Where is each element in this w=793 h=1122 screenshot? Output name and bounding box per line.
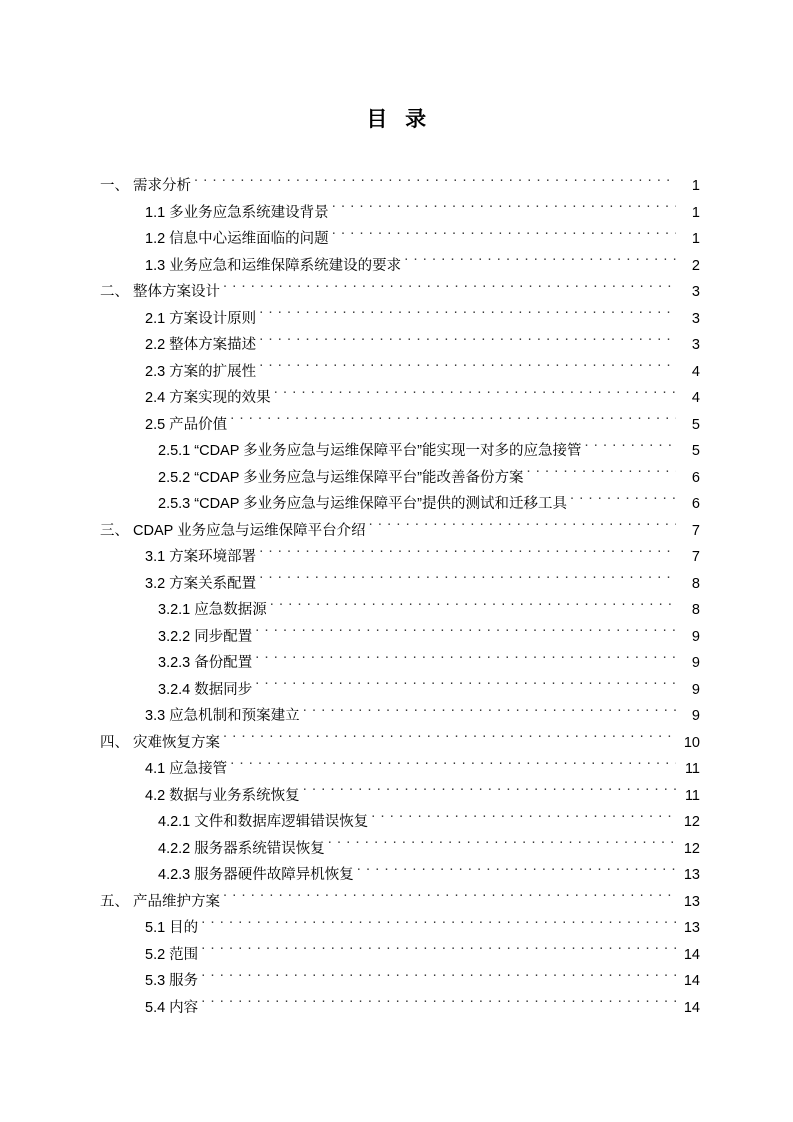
dot-leader xyxy=(369,520,676,535)
page-title: 目 录 xyxy=(366,108,427,131)
dot-leader xyxy=(255,679,676,694)
dot-leader xyxy=(255,653,676,668)
toc-entry-label: 4.2.2 服务器系统错误恢复 xyxy=(158,840,325,857)
toc-entry-page-number: 5 xyxy=(691,443,700,459)
toc-entry-page-number: 13 xyxy=(683,867,700,883)
toc-entry[interactable] xyxy=(0,597,793,624)
toc-entry-label: 5.4 内容 xyxy=(145,999,199,1016)
dot-leader xyxy=(259,361,676,376)
toc-entry[interactable] xyxy=(0,836,793,863)
toc-entry[interactable] xyxy=(0,809,793,836)
toc-entry-label: 5.2 范围 xyxy=(145,946,199,963)
toc-entry[interactable] xyxy=(0,703,793,730)
toc-entry-label: 三、 CDAP 业务应急与运维保障平台介绍 xyxy=(100,522,366,539)
dot-leader xyxy=(201,971,676,986)
dot-leader xyxy=(201,997,676,1012)
toc-entry[interactable] xyxy=(0,650,793,677)
toc-entry-page-number: 9 xyxy=(691,708,700,724)
dot-leader xyxy=(332,229,676,244)
toc-entry[interactable] xyxy=(0,677,793,704)
toc-entry[interactable] xyxy=(0,995,793,1022)
toc-entry-label: 1.2 信息中心运维面临的问题 xyxy=(145,231,329,247)
toc-entry[interactable] xyxy=(0,332,793,359)
toc-entry[interactable] xyxy=(0,942,793,969)
dot-leader xyxy=(201,918,676,933)
toc-entry-label: 2.2 整体方案描述 xyxy=(145,337,257,353)
dot-leader xyxy=(303,706,676,721)
dot-leader xyxy=(404,255,676,270)
toc-entry[interactable] xyxy=(0,253,793,280)
toc-entry-label: 2.5.2 “CDAP 多业务应急与运维保障平台”能改善备份方案 xyxy=(158,469,524,486)
toc-entry-page-number: 7 xyxy=(691,549,700,565)
toc-entry-label: 二、 整体方案设计 xyxy=(100,284,221,300)
toc-entry[interactable] xyxy=(0,438,793,465)
toc-entry[interactable] xyxy=(0,783,793,810)
dot-leader xyxy=(259,547,676,562)
toc-entry[interactable] xyxy=(0,359,793,386)
toc-entry-page-number: 3 xyxy=(691,337,700,353)
toc-entry-label: 一、 需求分析 xyxy=(100,178,192,194)
dot-leader xyxy=(223,282,676,297)
toc-entry[interactable] xyxy=(0,968,793,995)
toc-entry[interactable] xyxy=(0,889,793,916)
toc-entry-page-number: 10 xyxy=(683,734,700,751)
toc-entry-label: 2.5.1 “CDAP 多业务应急与运维保障平台”能实现一对多的应急接管 xyxy=(158,443,582,459)
toc-entry-label: 3.2.2 同步配置 xyxy=(158,628,253,645)
dot-leader xyxy=(371,812,676,827)
toc-entry[interactable] xyxy=(0,491,793,518)
toc-entry-page-number: 4 xyxy=(691,363,700,380)
toc-entry[interactable] xyxy=(0,571,793,598)
toc-entry-label: 3.2.3 备份配置 xyxy=(158,655,253,671)
toc-entry-label: 2.4 方案实现的效果 xyxy=(145,390,271,406)
toc-entry-page-number: 12 xyxy=(683,840,700,857)
toc-entry-label: 3.2.4 数据同步 xyxy=(158,681,253,698)
toc-entry-label: 2.5.3 “CDAP 多业务应急与运维保障平台”提供的测试和迁移工具 xyxy=(158,496,567,512)
toc-entry-page-number: 13 xyxy=(683,920,700,936)
toc-entry-page-number: 4 xyxy=(691,390,700,406)
toc-entry[interactable] xyxy=(0,279,793,306)
dot-leader xyxy=(259,573,676,588)
toc-entry-label: 4.2 数据与业务系统恢复 xyxy=(145,787,300,804)
toc-entry[interactable] xyxy=(0,465,793,492)
toc-entry-label: 2.1 方案设计原则 xyxy=(145,310,257,327)
toc-entry-label: 1.3 业务应急和运维保障系统建设的要求 xyxy=(145,257,402,274)
toc-entry[interactable] xyxy=(0,624,793,651)
toc-entry[interactable] xyxy=(0,200,793,227)
toc-entry-page-number: 9 xyxy=(691,681,700,698)
dot-leader xyxy=(332,202,676,217)
dot-leader xyxy=(527,467,677,482)
toc-entry-label: 2.5 产品价值 xyxy=(145,416,228,433)
toc-entry-page-number: 1 xyxy=(691,204,700,221)
toc-entry[interactable] xyxy=(0,226,793,253)
toc-entry-label: 5.1 目的 xyxy=(145,920,199,936)
dot-leader xyxy=(230,414,676,429)
toc-entry-page-number: 9 xyxy=(691,628,700,645)
dot-leader xyxy=(230,759,676,774)
toc-entry-label: 五、 产品维护方案 xyxy=(100,893,221,910)
toc-entry[interactable] xyxy=(0,862,793,889)
toc-entry-label: 4.2.3 服务器硬件故障异机恢复 xyxy=(158,867,354,883)
table-of-contents xyxy=(0,173,793,1021)
dot-leader xyxy=(570,494,676,509)
toc-entry[interactable] xyxy=(0,412,793,439)
toc-entry-page-number: 7 xyxy=(691,522,700,539)
toc-entry-label: 3.2 方案关系配置 xyxy=(145,575,257,592)
toc-entry[interactable] xyxy=(0,756,793,783)
toc-entry[interactable] xyxy=(0,915,793,942)
toc-entry-label: 2.3 方案的扩展性 xyxy=(145,363,257,380)
toc-entry-page-number: 14 xyxy=(683,946,700,963)
toc-entry-page-number: 12 xyxy=(683,814,700,830)
toc-entry-page-number: 3 xyxy=(691,310,700,327)
dot-leader xyxy=(194,176,676,191)
toc-entry-label: 5.3 服务 xyxy=(145,973,199,989)
toc-entry-label: 3.2.1 应急数据源 xyxy=(158,602,267,618)
toc-entry[interactable] xyxy=(0,385,793,412)
toc-entry-label: 3.1 方案环境部署 xyxy=(145,549,257,565)
toc-entry-page-number: 8 xyxy=(691,575,700,592)
toc-entry[interactable] xyxy=(0,173,793,200)
dot-leader xyxy=(357,865,676,880)
toc-entry-page-number: 9 xyxy=(691,655,700,671)
toc-entry-page-number: 5 xyxy=(691,416,700,433)
toc-entry-page-number: 14 xyxy=(683,999,700,1016)
toc-entry-label: 4.1 应急接管 xyxy=(145,761,228,777)
dot-leader xyxy=(303,785,676,800)
toc-entry-page-number: 11 xyxy=(684,787,700,804)
dot-leader xyxy=(585,441,677,456)
toc-entry[interactable] xyxy=(0,306,793,333)
dot-leader xyxy=(223,891,676,906)
toc-entry-page-number: 1 xyxy=(691,178,700,194)
dot-leader xyxy=(328,838,676,853)
toc-entry[interactable] xyxy=(0,730,793,757)
dot-leader xyxy=(259,335,676,350)
dot-leader xyxy=(201,944,676,959)
dot-leader xyxy=(223,732,676,747)
dot-leader xyxy=(255,626,676,641)
toc-entry-page-number: 2 xyxy=(691,257,700,274)
toc-entry-page-number: 6 xyxy=(691,496,700,512)
toc-entry[interactable] xyxy=(0,518,793,545)
toc-entry-label: 1.1 多业务应急系统建设背景 xyxy=(145,204,329,221)
toc-entry-page-number: 14 xyxy=(683,973,700,989)
dot-leader xyxy=(274,388,676,403)
toc-entry[interactable] xyxy=(0,544,793,571)
toc-entry-page-number: 6 xyxy=(691,469,700,486)
toc-entry-label: 4.2.1 文件和数据库逻辑错误恢复 xyxy=(158,814,369,830)
toc-entry-page-number: 3 xyxy=(691,284,700,300)
dot-leader xyxy=(270,600,676,615)
toc-entry-page-number: 8 xyxy=(691,602,700,618)
toc-entry-page-number: 1 xyxy=(691,231,700,247)
toc-entry-label: 3.3 应急机制和预案建立 xyxy=(145,708,300,724)
dot-leader xyxy=(259,308,676,323)
toc-entry-label: 四、 灾难恢复方案 xyxy=(100,734,221,751)
toc-entry-page-number: 11 xyxy=(684,761,700,777)
toc-entry-page-number: 13 xyxy=(683,893,700,910)
